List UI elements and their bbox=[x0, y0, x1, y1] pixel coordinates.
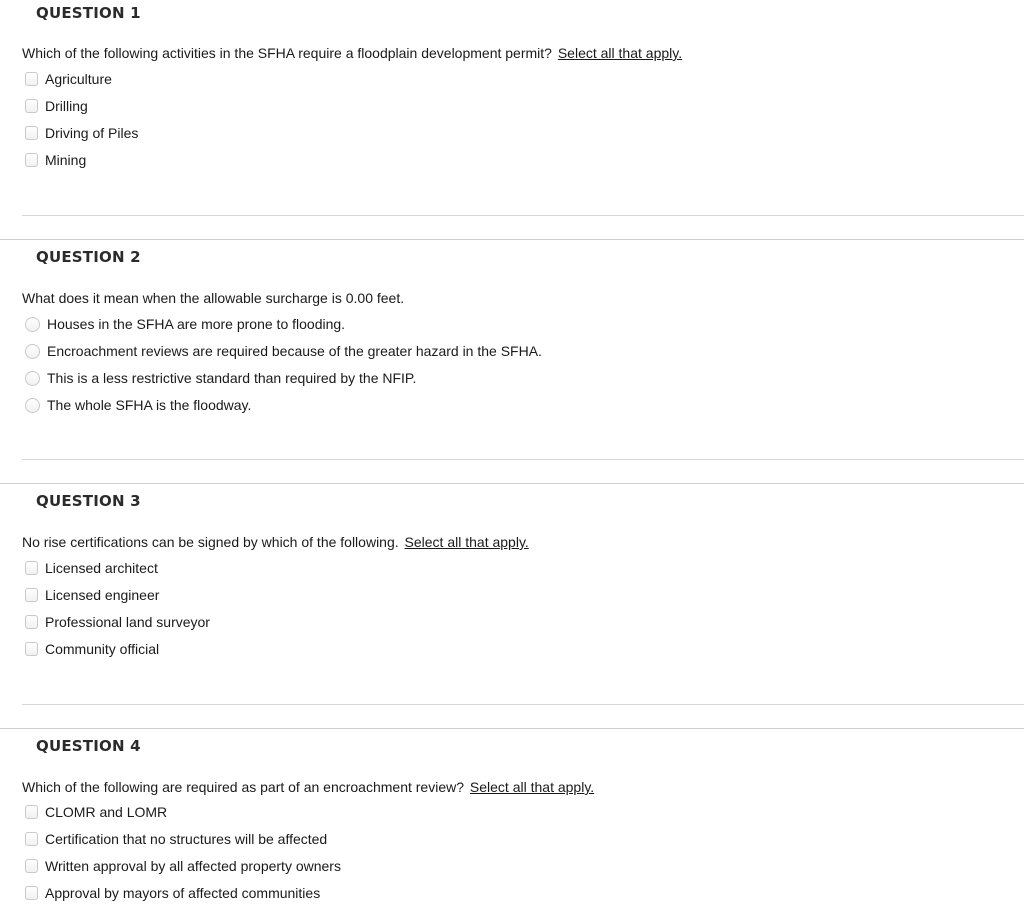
question-divider bbox=[22, 704, 1024, 705]
question-prompt: No rise certifications can be signed by which of the following. bbox=[22, 534, 399, 550]
checkbox[interactable] bbox=[25, 588, 38, 602]
option-driving-of-piles[interactable] bbox=[22, 123, 138, 143]
question-text bbox=[22, 779, 594, 795]
option-label: Mining bbox=[45, 152, 87, 168]
option-less-restrictive[interactable] bbox=[22, 368, 416, 388]
question-title: QUESTION 3 bbox=[36, 492, 141, 510]
checkbox[interactable] bbox=[25, 832, 38, 846]
option-clomr-lomr[interactable] bbox=[22, 802, 167, 822]
checkbox[interactable] bbox=[25, 72, 38, 86]
option-whole-sfha[interactable] bbox=[22, 395, 251, 415]
option-label: Licensed architect bbox=[45, 560, 158, 576]
question-title: QUESTION 2 bbox=[36, 248, 141, 266]
option-licensed-engineer[interactable] bbox=[22, 585, 159, 605]
option-agriculture[interactable] bbox=[22, 69, 112, 89]
option-label: Written approval by all affected property owners bbox=[45, 858, 341, 874]
checkbox[interactable] bbox=[25, 642, 38, 656]
question-title: QUESTION 4 bbox=[36, 737, 141, 755]
radio-button[interactable] bbox=[25, 344, 40, 359]
radio-button[interactable] bbox=[25, 317, 40, 332]
option-label: Agriculture bbox=[45, 71, 112, 87]
question-instruction: Select all that apply. bbox=[557, 45, 683, 61]
option-label: Licensed engineer bbox=[45, 587, 160, 603]
checkbox[interactable] bbox=[25, 615, 38, 629]
option-label: The whole SFHA is the floodway. bbox=[47, 397, 252, 413]
checkbox[interactable] bbox=[25, 126, 38, 140]
checkbox[interactable] bbox=[25, 886, 38, 900]
option-label: CLOMR and LOMR bbox=[45, 804, 168, 820]
checkbox[interactable] bbox=[25, 859, 38, 873]
option-land-surveyor[interactable] bbox=[22, 612, 210, 632]
option-label: Houses in the SFHA are more prone to flooding. bbox=[47, 316, 346, 332]
option-mayors-approval[interactable] bbox=[22, 883, 320, 903]
question-instruction: Select all that apply. bbox=[469, 779, 595, 795]
option-encroachment-reviews[interactable] bbox=[22, 341, 542, 361]
option-label: This is a less restrictive standard than required by the NFIP. bbox=[47, 370, 417, 386]
option-label: Driving of Piles bbox=[45, 125, 139, 141]
question-prompt: Which of the following activities in the SFHA require a floodplain development permit? bbox=[22, 45, 552, 61]
option-label: Drilling bbox=[45, 98, 88, 114]
question-text bbox=[22, 534, 529, 550]
option-certification-no-structures[interactable] bbox=[22, 829, 327, 849]
question-text bbox=[22, 45, 682, 61]
question-prompt: Which of the following are required as part of an encroachment review? bbox=[22, 779, 465, 795]
question-title: QUESTION 1 bbox=[36, 4, 141, 22]
section-divider bbox=[0, 483, 1024, 484]
option-label: Certification that no structures will be affected bbox=[45, 831, 328, 847]
question-text bbox=[22, 290, 404, 306]
checkbox[interactable] bbox=[25, 805, 38, 819]
option-mining[interactable] bbox=[22, 150, 86, 170]
option-label: Professional land surveyor bbox=[45, 614, 210, 630]
option-community-official[interactable] bbox=[22, 639, 159, 659]
question-divider bbox=[22, 459, 1024, 460]
option-licensed-architect[interactable] bbox=[22, 558, 158, 578]
checkbox[interactable] bbox=[25, 153, 38, 167]
option-written-approval[interactable] bbox=[22, 856, 341, 876]
option-label: Community official bbox=[45, 641, 160, 657]
option-drilling[interactable] bbox=[22, 96, 88, 116]
question-divider bbox=[22, 215, 1024, 216]
checkbox[interactable] bbox=[25, 99, 38, 113]
question-prompt: What does it mean when the allowable surcharge is 0.00 feet. bbox=[22, 290, 405, 306]
section-divider bbox=[0, 239, 1024, 240]
question-instruction: Select all that apply. bbox=[404, 534, 529, 550]
radio-button[interactable] bbox=[25, 371, 40, 386]
radio-button[interactable] bbox=[25, 398, 40, 413]
checkbox[interactable] bbox=[25, 561, 38, 575]
option-houses-prone[interactable] bbox=[22, 314, 345, 334]
option-label: Approval by mayors of affected communities bbox=[45, 885, 321, 901]
section-divider bbox=[0, 728, 1024, 729]
option-label: Encroachment reviews are required because of the greater hazard in the SFHA. bbox=[47, 343, 542, 359]
